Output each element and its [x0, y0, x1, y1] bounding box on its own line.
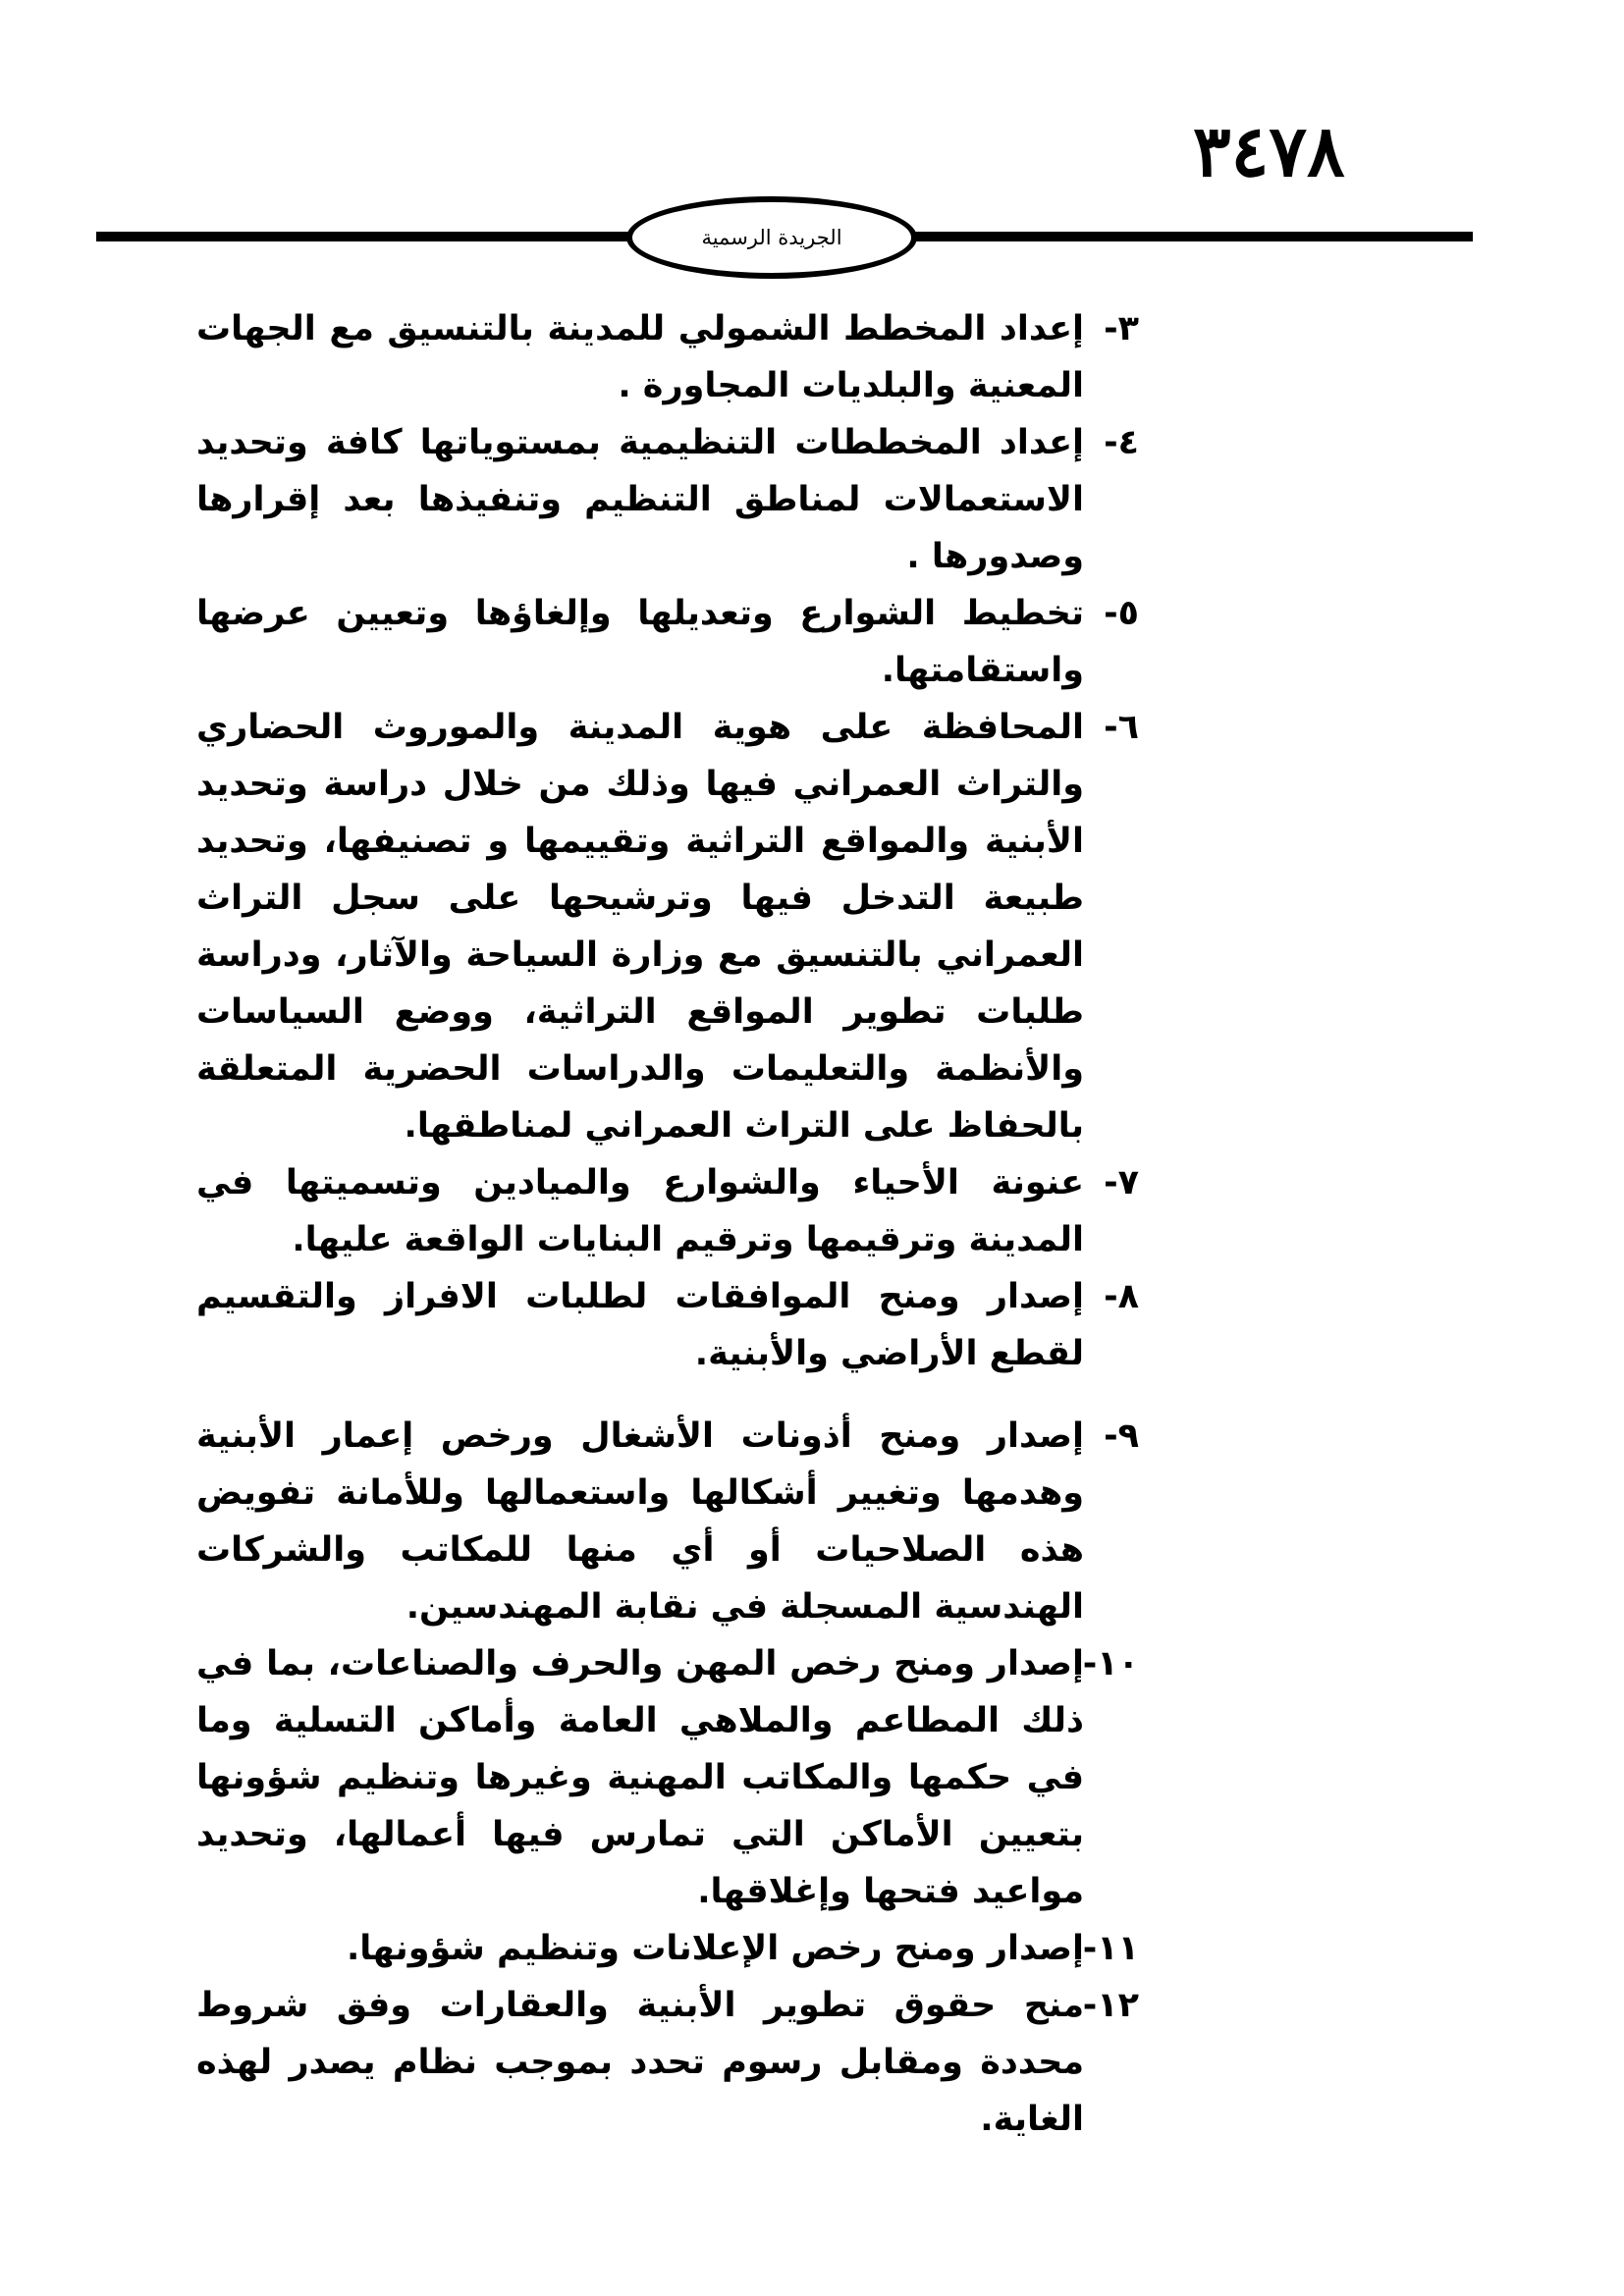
item-number: ٧-: [1104, 1163, 1139, 1202]
item-number: ٤-: [1104, 423, 1139, 462]
list-item: [196, 1154, 1139, 1268]
item-number: ٥-: [1104, 594, 1139, 633]
item-text: المحافظة على هوية المدينة والموروث الحضاري والتراث العمراني فيها وذلك من خلال دراسة وتحديد الأبنية والمواقع التراثية وتقييمها و تصنيفها، وتحديد طبيعة التدخل فيها وترشيحها على سجل التراث العمراني بالتنسيق مع وزارة السياحة والآثار، ودراسة طلبات تطوير المواقع التراثية، ووضع السياسات والأنظمة والتعليمات والدراسات الحضرية المتعلقة بالحفاظ على التراث العمراني لمناطقها.: [196, 708, 1084, 1146]
item-text: منح حقوق تطوير الأبنية والعقارات وفق شروط محددة ومقابل رسوم تحدد بموجب نظام يصدر لهذه الغاية.: [196, 1986, 1084, 2139]
item-number: ٣-: [1104, 309, 1139, 348]
list-item: [196, 699, 1139, 1154]
list-item: [196, 414, 1139, 585]
item-text: إصدار ومنح رخص الإعلانات وتنظيم شؤونها.: [347, 1929, 1084, 1968]
page-number: ٣٤٧٨: [1193, 109, 1345, 192]
item-number: ١١-: [1082, 1929, 1139, 1968]
item-text: إصدار ومنح الموافقات لطلبات الافراز والتقسيم لقطع الأراضي والأبنية.: [196, 1277, 1084, 1373]
item-number: ٦-: [1104, 708, 1139, 747]
item-text: إصدار ومنح رخص المهن والحرف والصناعات، بما في ذلك المطاعم والملاهي العامة وأماكن التسلية وما في حكمها والمكاتب المهنية وغيرها وتنظيم شؤونها بتعيين الأماكن التي تمارس فيها أعمالها، وتحديد مواعيد فتحها وإغلاقها.: [196, 1644, 1084, 1911]
item-text: إصدار ومنح أذونات الأشغال ورخص إعمار الأبنية وهدمها وتغيير أشكالها واستعمالها وللأمانة تفويض هذه الصلاحيات أو أي منها للمكاتب والشركات الهندسية المسجلة في نقابة المهندسين.: [196, 1416, 1084, 1627]
list-item: [196, 1268, 1139, 1382]
list-item: [196, 1920, 1139, 1977]
list-item: [196, 1977, 1139, 2148]
list-item: [196, 585, 1139, 699]
item-text: تخطيط الشوارع وتعديلها وإلغاؤها وتعيين عرضها واستقامتها.: [196, 594, 1084, 690]
list-item: [196, 300, 1139, 414]
item-text: إعداد المخطط الشمولي للمدينة بالتنسيق مع الجهات المعنية والبلديات المجاورة .: [196, 309, 1084, 405]
item-text: إعداد المخططات التنظيمية بمستوياتها كافة وتحديد الاستعمالات لمناطق التنظيم وتنفيذها بعد إقرارها وصدورها .: [196, 423, 1084, 576]
list-item: [196, 1635, 1139, 1920]
item-number: ١٢-: [1082, 1986, 1139, 2025]
item-number: ٩-: [1104, 1416, 1139, 1456]
publication-title-oval: [626, 196, 917, 279]
item-number: ٨-: [1104, 1277, 1139, 1316]
article-list: [196, 300, 1139, 2148]
item-text: عنونة الأحياء والشوارع والميادين وتسميتها في المدينة وترقيمها وترقيم البنايات الواقعة عليها.: [196, 1163, 1084, 1259]
item-number: ١٠-: [1082, 1644, 1139, 1683]
publication-title: الجريدة الرسمية: [701, 226, 842, 249]
list-item: [196, 1408, 1139, 1635]
